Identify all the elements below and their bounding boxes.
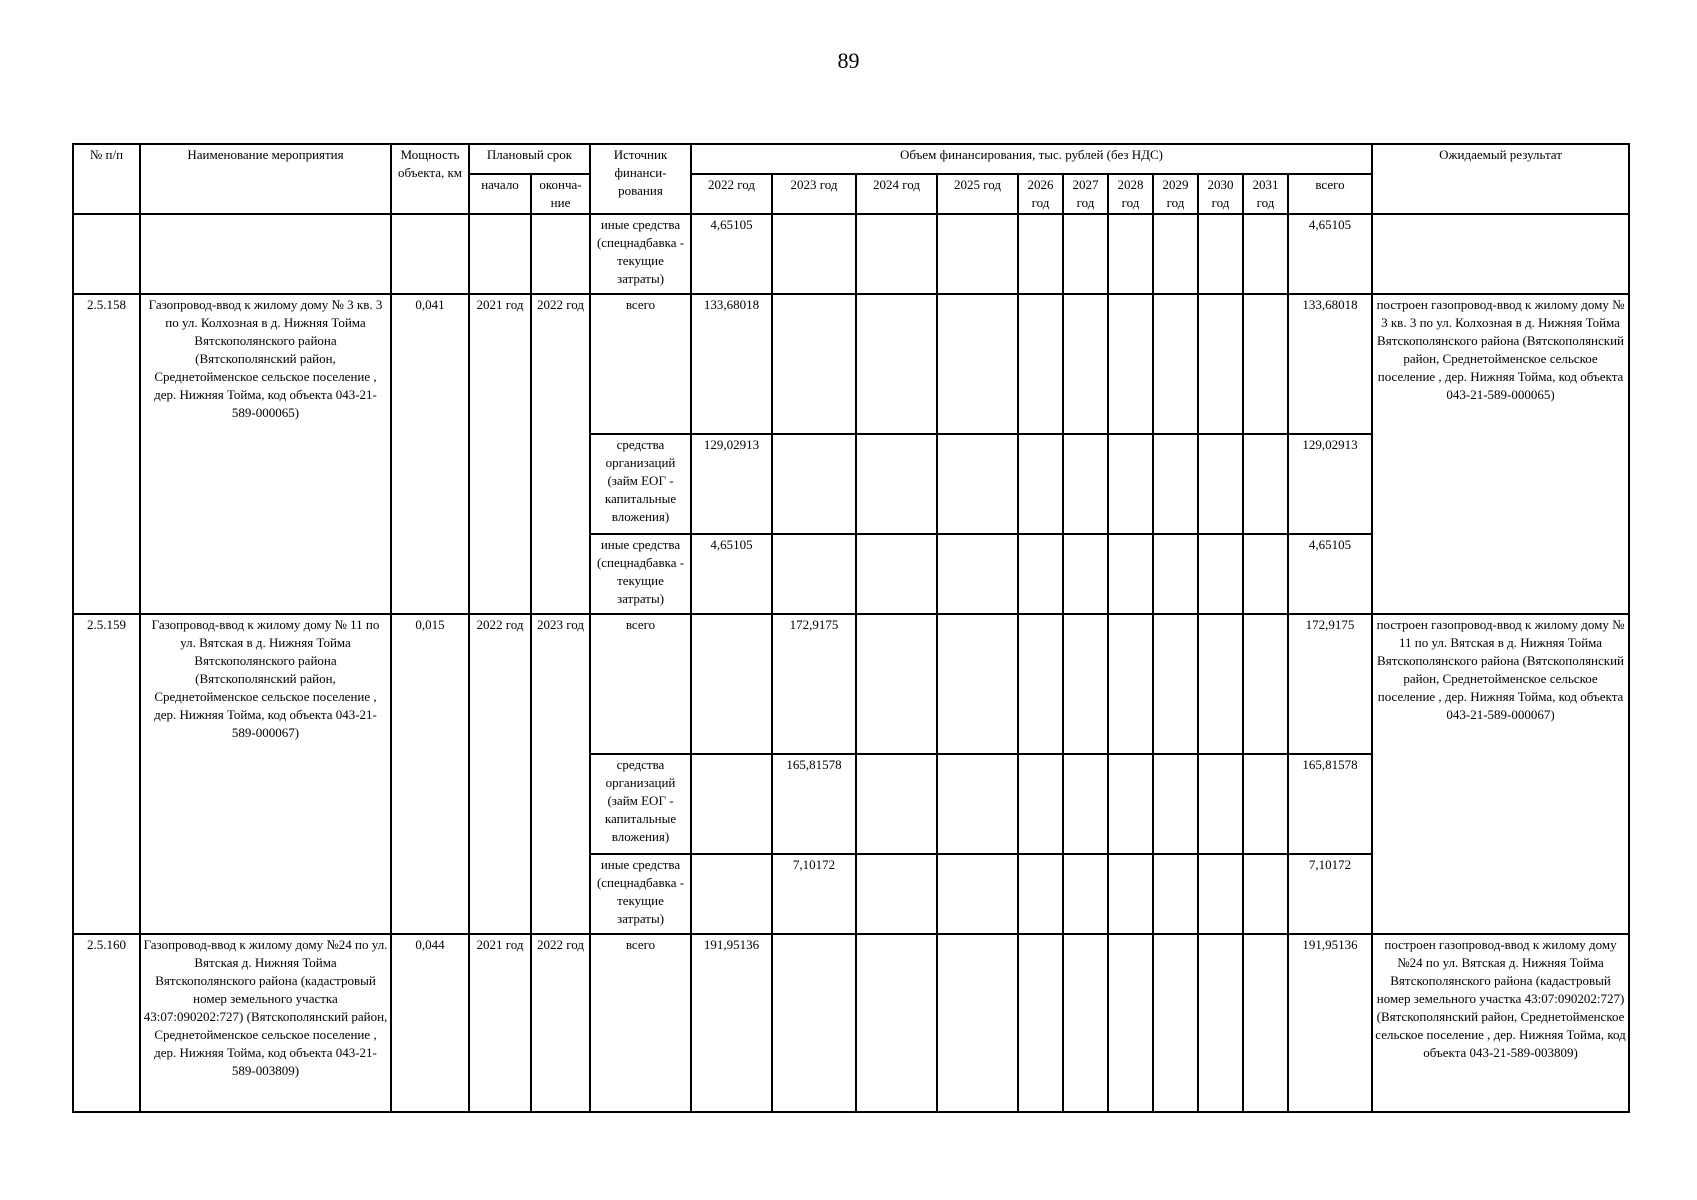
value-cell: 172,9175 (772, 614, 856, 754)
cont-num-cell (73, 214, 140, 294)
value-cell (1018, 754, 1063, 854)
value-cell (1018, 854, 1063, 934)
header-end: оконча-ние (531, 174, 590, 214)
value-cell (937, 214, 1018, 294)
value-cell (937, 534, 1018, 614)
value-cell: 165,81578 (772, 754, 856, 854)
source-cell: всего (590, 294, 691, 434)
value-cell (1153, 434, 1198, 534)
value-cell (937, 294, 1018, 434)
total-cell: 129,02913 (1288, 434, 1372, 534)
value-cell (1063, 214, 1108, 294)
value-cell (1243, 754, 1288, 854)
value-cell: 133,68018 (691, 294, 772, 434)
header-year: 2026 год (1018, 174, 1063, 214)
header-year: 2027 год (1063, 174, 1108, 214)
funding-table (72, 143, 1630, 1113)
header-year: 2023 год (772, 174, 856, 214)
continuation-row (73, 214, 1629, 294)
item-result: построен газопровод-ввод к жилому дому № 11 по ул. Вятская в д. Нижняя Тойма Вятскополянского района (Вятскополянский район, Среднетойменское сельское поселение , дер. Нижняя Тойма, код объекта 043-21-589-000067) (1372, 614, 1629, 934)
header-result: Ожидаемый результат (1372, 144, 1629, 214)
value-cell: 4,65105 (691, 214, 772, 294)
item-end: 2022 год (531, 294, 590, 614)
value-cell: 129,02913 (691, 434, 772, 534)
value-cell (691, 614, 772, 754)
source-cell: иные средства (спецнадбавка - текущие затраты) (590, 214, 691, 294)
header-source: Источник финанси-рования (590, 144, 691, 214)
header-year: 2028 год (1108, 174, 1153, 214)
value-cell (1063, 294, 1108, 434)
header-total: всего (1288, 174, 1372, 214)
value-cell (1063, 434, 1108, 534)
value-cell (1108, 934, 1153, 1112)
total-cell: 172,9175 (1288, 614, 1372, 754)
value-cell (937, 934, 1018, 1112)
cont-start-cell (469, 214, 531, 294)
total-cell: 191,95136 (1288, 934, 1372, 1112)
value-cell (1243, 434, 1288, 534)
value-cell (1243, 294, 1288, 434)
value-cell (937, 614, 1018, 754)
value-cell (1153, 294, 1198, 434)
value-cell (772, 214, 856, 294)
value-cell (1153, 614, 1198, 754)
value-cell: 7,10172 (772, 854, 856, 934)
value-cell (1198, 214, 1243, 294)
value-cell (856, 294, 937, 434)
header-year: 2029 год (1153, 174, 1198, 214)
value-cell (1153, 534, 1198, 614)
value-cell (691, 754, 772, 854)
value-cell (772, 434, 856, 534)
item-capacity: 0,044 (391, 934, 469, 1112)
item-end: 2022 год (531, 934, 590, 1112)
total-cell: 165,81578 (1288, 754, 1372, 854)
value-cell (856, 754, 937, 854)
value-cell (856, 854, 937, 934)
header-year: 2030 год (1198, 174, 1243, 214)
value-cell (1108, 614, 1153, 754)
item-num: 2.5.160 (73, 934, 140, 1112)
value-cell (1153, 934, 1198, 1112)
value-cell (1108, 294, 1153, 434)
value-cell (772, 294, 856, 434)
item-start: 2022 год (469, 614, 531, 934)
source-cell: всего (590, 614, 691, 754)
table-row (73, 294, 1629, 434)
value-cell (1108, 434, 1153, 534)
value-cell (1063, 614, 1108, 754)
value-cell (1243, 614, 1288, 754)
value-cell (937, 854, 1018, 934)
value-cell (772, 534, 856, 614)
value-cell: 191,95136 (691, 934, 772, 1112)
value-cell (856, 214, 937, 294)
header-year: 2024 год (856, 174, 937, 214)
value-cell (856, 614, 937, 754)
table-row (73, 934, 1629, 1112)
value-cell (772, 934, 856, 1112)
item-end: 2023 год (531, 614, 590, 934)
value-cell: 4,65105 (691, 534, 772, 614)
value-cell (1063, 534, 1108, 614)
value-cell (937, 434, 1018, 534)
header-plan-term: Плановый срок (469, 144, 590, 174)
cont-end-cell (531, 214, 590, 294)
value-cell (1198, 534, 1243, 614)
item-result: построен газопровод-ввод к жилому дому № 3 кв. 3 по ул. Колхозная в д. Нижняя Тойма Вятскополянского района (Вятскополянский район, Среднетойменское сельское поселение , дер. Нижняя Тойма, код объекта 043-21-589-000065) (1372, 294, 1629, 614)
header-name: Наименование мероприятия (140, 144, 391, 214)
value-cell (1198, 754, 1243, 854)
total-cell: 133,68018 (1288, 294, 1372, 434)
cont-result-cell (1372, 214, 1629, 294)
table-row (73, 614, 1629, 754)
page-number: 89 (837, 48, 860, 73)
item-name: Газопровод-ввод к жилому дому №24 по ул. Вятская д. Нижняя Тойма Вятскополянского района (кадастровый номер земельного участка 43:07:090202:727) (Вятскополянский район, Среднетойменское сельское поселение , дер. Нижняя Тойма, код объекта 043-21-589-003809) (140, 934, 391, 1112)
value-cell (1243, 854, 1288, 934)
value-cell (1018, 214, 1063, 294)
item-num: 2.5.159 (73, 614, 140, 934)
value-cell (856, 934, 937, 1112)
value-cell (1018, 534, 1063, 614)
value-cell (856, 534, 937, 614)
value-cell (1018, 294, 1063, 434)
source-cell: всего (590, 934, 691, 1112)
value-cell (1243, 934, 1288, 1112)
item-name: Газопровод-ввод к жилому дому № 3 кв. 3 по ул. Колхозная в д. Нижняя Тойма Вятскополянского района (Вятскополянский район, Среднетойменское сельское поселение , дер. Нижняя Тойма, код объекта 043-21-589-000065) (140, 294, 391, 614)
header-start: начало (469, 174, 531, 214)
header-year: 2031 год (1243, 174, 1288, 214)
item-start: 2021 год (469, 294, 531, 614)
source-cell: средства организаций (займ ЕОГ - капитальные вложения) (590, 754, 691, 854)
source-cell: иные средства (спецнадбавка - текущие затраты) (590, 534, 691, 614)
item-result: построен газопровод-ввод к жилому дому №24 по ул. Вятская д. Нижняя Тойма Вятскополянского района (кадастровый номер земельного участка 43:07:090202:727) (Вятскополянский район, Среднетойменское сельское поселение , дер. Нижняя Тойма, код объекта 043-21-589-003809) (1372, 934, 1629, 1112)
item-start: 2021 год (469, 934, 531, 1112)
source-cell: иные средства (спецнадбавка - текущие затраты) (590, 854, 691, 934)
total-cell: 4,65105 (1288, 534, 1372, 614)
total-cell: 4,65105 (1288, 214, 1372, 294)
value-cell (1018, 614, 1063, 754)
item-name: Газопровод-ввод к жилому дому № 11 по ул. Вятская в д. Нижняя Тойма Вятскополянского района (Вятскополянский район, Среднетойменское сельское поселение , дер. Нижняя Тойма, код объекта 043-21-589-000067) (140, 614, 391, 934)
header-num: № п/п (73, 144, 140, 214)
source-cell: средства организаций (займ ЕОГ - капитальные вложения) (590, 434, 691, 534)
item-capacity: 0,015 (391, 614, 469, 934)
value-cell (1108, 214, 1153, 294)
value-cell (1108, 754, 1153, 854)
header-year: 2025 год (937, 174, 1018, 214)
value-cell (1243, 534, 1288, 614)
value-cell (1153, 854, 1198, 934)
header-year: 2022 год (691, 174, 772, 214)
total-cell: 7,10172 (1288, 854, 1372, 934)
value-cell (1108, 534, 1153, 614)
value-cell (1198, 614, 1243, 754)
value-cell (1198, 294, 1243, 434)
value-cell (1198, 854, 1243, 934)
value-cell (1243, 214, 1288, 294)
value-cell (1153, 754, 1198, 854)
value-cell (1063, 934, 1108, 1112)
value-cell (1153, 214, 1198, 294)
value-cell (1108, 854, 1153, 934)
value-cell (1063, 854, 1108, 934)
value-cell (856, 434, 937, 534)
header-funding: Объем финансирования, тыс. рублей (без НДС) (691, 144, 1372, 174)
value-cell (937, 754, 1018, 854)
cont-capacity-cell (391, 214, 469, 294)
cont-name-cell (140, 214, 391, 294)
value-cell (1063, 754, 1108, 854)
item-num: 2.5.158 (73, 294, 140, 614)
value-cell (1198, 434, 1243, 534)
item-capacity: 0,041 (391, 294, 469, 614)
header-capacity: Мощность объекта, км (391, 144, 469, 214)
value-cell (1018, 934, 1063, 1112)
value-cell (1198, 934, 1243, 1112)
value-cell (691, 854, 772, 934)
value-cell (1018, 434, 1063, 534)
